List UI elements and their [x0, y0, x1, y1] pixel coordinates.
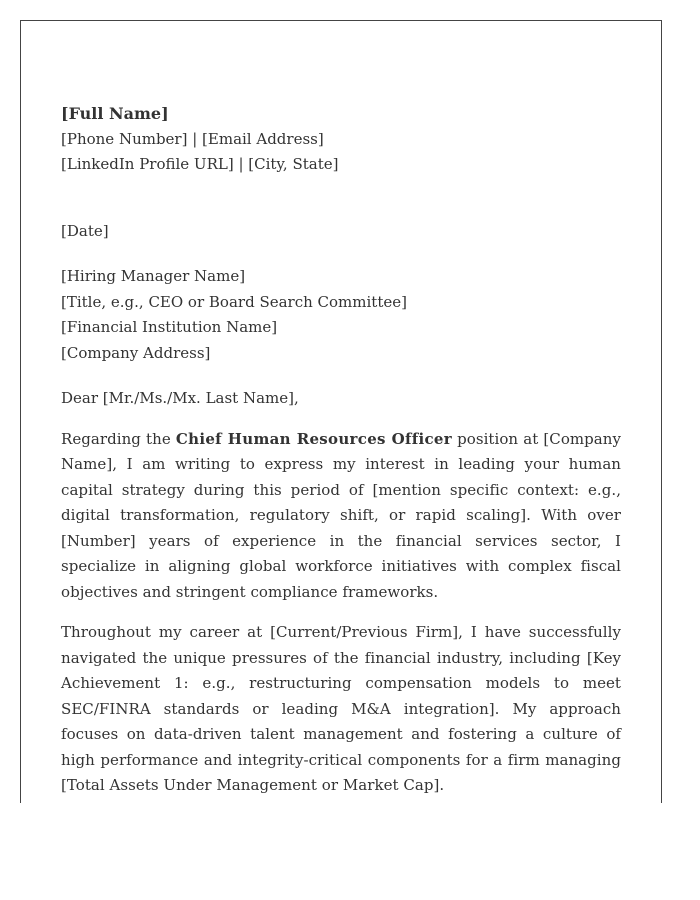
sender-contact-line-1: [Phone Number] | [Email Address]	[61, 129, 324, 148]
spacer	[61, 366, 621, 386]
letter-date: [Date]	[61, 221, 109, 240]
p1-text-before: Regarding the	[61, 429, 176, 448]
document-page	[20, 20, 662, 803]
spacer	[61, 178, 621, 219]
sender-name: [Full Name]	[61, 104, 169, 123]
sender-block	[61, 101, 621, 178]
job-title-bold: Chief Human Resources Officer	[175, 429, 452, 448]
letter-content	[61, 101, 621, 803]
recipient-name: [Hiring Manager Name]	[61, 267, 246, 285]
recipient-address: [Company Address]	[61, 343, 211, 362]
recipient-title: [Title, e.g., CEO or Board Search Committee]	[61, 292, 407, 311]
p1-text-after: position at [Company Name], I am writing to express my interest in leading your human capital strategy during this period of [mention specific context: e.g., digital transformation, regulatory shift, or rapid scaling]. With over [Number] years of experience in the financial services sector, I specialize in aligning global workforce initiatives with complex fiscal objectives and stringent compliance frameworks.	[61, 429, 621, 601]
recipient-institution: [Financial Institution Name]	[61, 318, 278, 336]
sender-contact-line-2: [LinkedIn Profile URL] | [City, State]	[61, 155, 339, 173]
spacer	[61, 244, 621, 264]
recipient-block	[61, 264, 621, 366]
body-paragraph-2: Throughout my career at [Current/Previous Firm], I have successfully navigated the unique pressures of the financial industry, including [Key Achievement 1: e.g., restructuring compensation models to meet SEC/FINRA standards or leading M&A integration]. My approach focuses on data-driven talent management and fostering a culture of high performance and integrity-critical components for a firm managing [Total Assets Under Management or Market Cap].	[61, 623, 621, 794]
body-paragraph-1	[61, 427, 621, 606]
salutation: Dear [Mr./Ms./Mx. Last Name],	[61, 389, 299, 407]
